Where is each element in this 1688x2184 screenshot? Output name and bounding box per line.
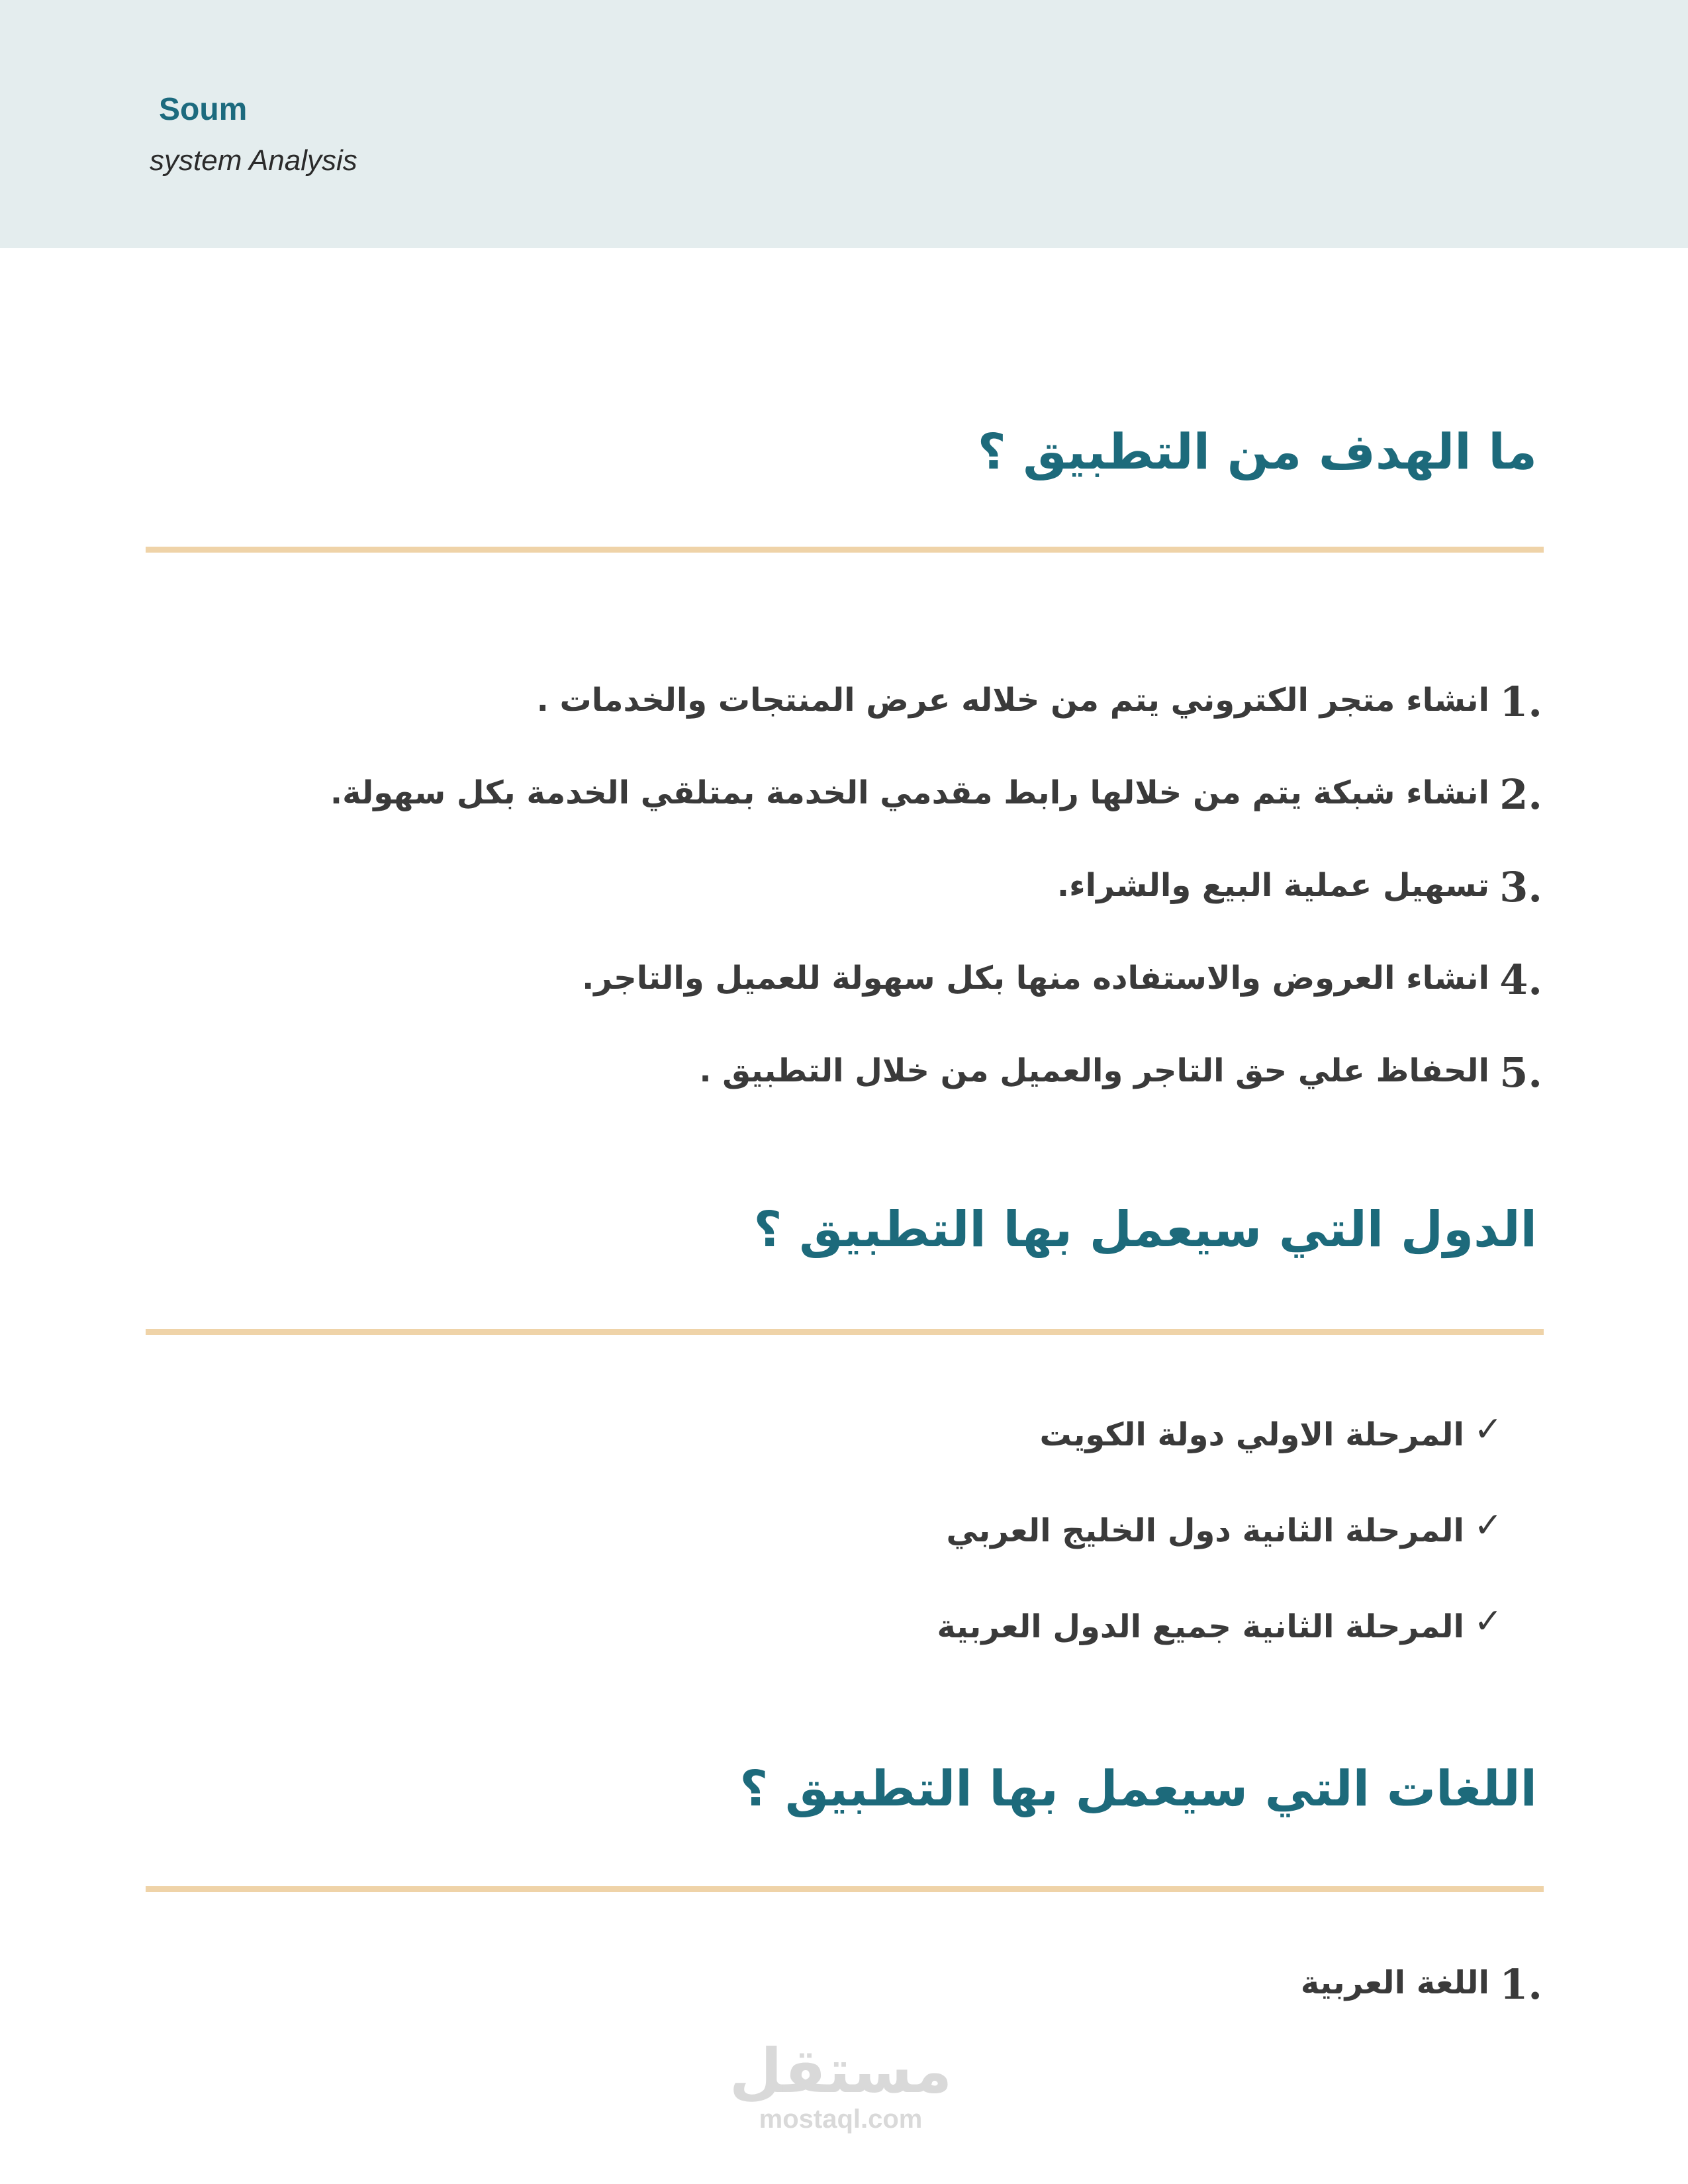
check-icon: ✓	[1474, 1506, 1503, 1545]
item-number: 3.	[1499, 863, 1542, 911]
brand-subtitle: system Analysis	[150, 144, 357, 177]
list-item	[1056, 863, 1542, 911]
section-title-goals: ما الهدف من التطبيق ؟	[977, 424, 1537, 480]
item-text: انشاء متجر الكتروني يتم من خلاله عرض المنتجات والخدمات .	[536, 682, 1489, 719]
check-icon: ✓	[1474, 1602, 1503, 1641]
item-text: اللغة العربية	[1300, 1964, 1489, 2001]
header-band	[0, 0, 1688, 248]
item-number: 4.	[1499, 956, 1542, 1004]
item-text: انشاء شبكة يتم من خلالها رابط مقدمي الخدمة بمتلقي الخدمة بكل سهولة.	[330, 774, 1489, 811]
brand-name: Soum	[159, 92, 248, 127]
item-text: تسهيل عملية البيع والشراء.	[1056, 867, 1489, 904]
watermark-arabic: مستقل	[729, 2036, 953, 2107]
list-item	[1300, 1960, 1542, 2009]
section-divider	[146, 1886, 1544, 1892]
item-number: 1.	[1499, 1960, 1542, 2009]
section-divider	[146, 1329, 1544, 1335]
item-number: 2.	[1499, 770, 1542, 819]
watermark-latin: mostaql.com	[759, 2105, 923, 2134]
list-item	[699, 1048, 1542, 1097]
list-item	[1039, 1410, 1503, 1453]
section-title-countries: الدول التي سيعمل بها التطبيق ؟	[753, 1201, 1537, 1258]
item-text: الحفاظ علي حق التاجر والعميل من خلال التطبيق .	[699, 1052, 1489, 1089]
item-text: انشاء العروض والاستفاده منها بكل سهولة للعميل والتاجر.	[582, 960, 1489, 997]
section-title-languages: اللغات التي سيعمل بها التطبيق ؟	[739, 1760, 1537, 1817]
item-number: 1.	[1499, 678, 1542, 726]
watermark-logo	[722, 2038, 960, 2134]
item-number: 5.	[1499, 1048, 1542, 1097]
list-item	[937, 1602, 1503, 1645]
item-text: المرحلة الثانية جميع الدول العربية	[937, 1608, 1464, 1645]
list-item	[946, 1506, 1503, 1549]
list-item	[582, 956, 1542, 1004]
check-icon: ✓	[1474, 1410, 1503, 1449]
list-item	[330, 770, 1542, 819]
section-divider	[146, 547, 1544, 553]
item-text: المرحلة الثانية دول الخليج العربي	[946, 1512, 1464, 1549]
item-text: المرحلة الاولي دولة الكويت	[1039, 1416, 1464, 1453]
list-item	[536, 678, 1542, 726]
